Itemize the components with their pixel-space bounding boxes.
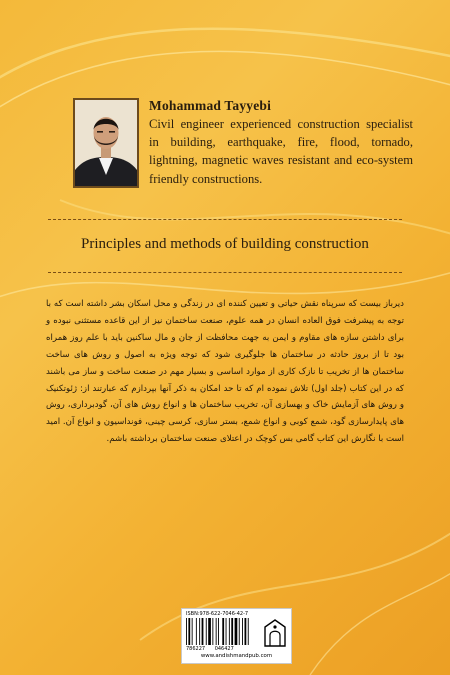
author-name: Mohammad Tayyebi [149,98,272,113]
book-title: Principles and methods of building construction [81,236,369,252]
barcode-digits [186,646,262,652]
author-photo [73,98,139,188]
barcode-digits-right: 046427 [214,646,234,652]
barcode-digits-left: 786227 [186,646,206,652]
author-section [73,98,413,188]
divider-top [48,219,402,220]
isbn-text: ISBN:978-622-7046-42-7 [186,611,249,617]
book-description: دیرباز بیست که سرپناه نقش حیاتی و تعیین کننده ای در زندگی و محل اسکان بشر داشته است که با توجه به پیشرفت فوق العاده انسان در همه علوم، صنعت ساختمان نیز از این قاعده مستثنی نبوده و برای داشتن سازه های مقاوم و ایمن به جهت محافظت از جان و مال ساکنین باید با علم روز همراه بود تا از بروز حادثه در ساختمان ها جلوگیری شود که توجه ویژه به اصول و روش های ساخت ساختمان ها از تخریب تا نازک کاری از موارد اساسی و بسیار مهم در صنعت ساخت و ساز می باشند که در این کتاب (جلد اول) تلاش نموده ام که تا حد امکان به ذکر آنها بپردازم که عبارتند از: ژئوتکنیک و روش های آزمایش خاک و بهسازی آن، تخریب ساختمان ها و انواع روش های آن، گودبرداری، روش های پایدارسازی گود، شمع کوبی و انواع شمع، بستر سازی، کرسی چینی، فونداسیون و انواع آن. امید است با نگارش این کتاب گامی بس کوچک در اعتلای صنعت ساختمان برداشته باشم. [46,299,404,445]
author-bio: Civil engineer experienced construction specialist in building, earthquake, fire, flood, tornado, lightning, magnetic waves resistant and eco-system friendly constructions. [149,117,413,186]
publisher-logo-icon [264,619,286,647]
publisher-url: www.andishmandpub.com [200,653,273,659]
divider-bottom [48,272,402,273]
barcode-label [181,608,292,664]
barcode-icon [185,618,261,645]
